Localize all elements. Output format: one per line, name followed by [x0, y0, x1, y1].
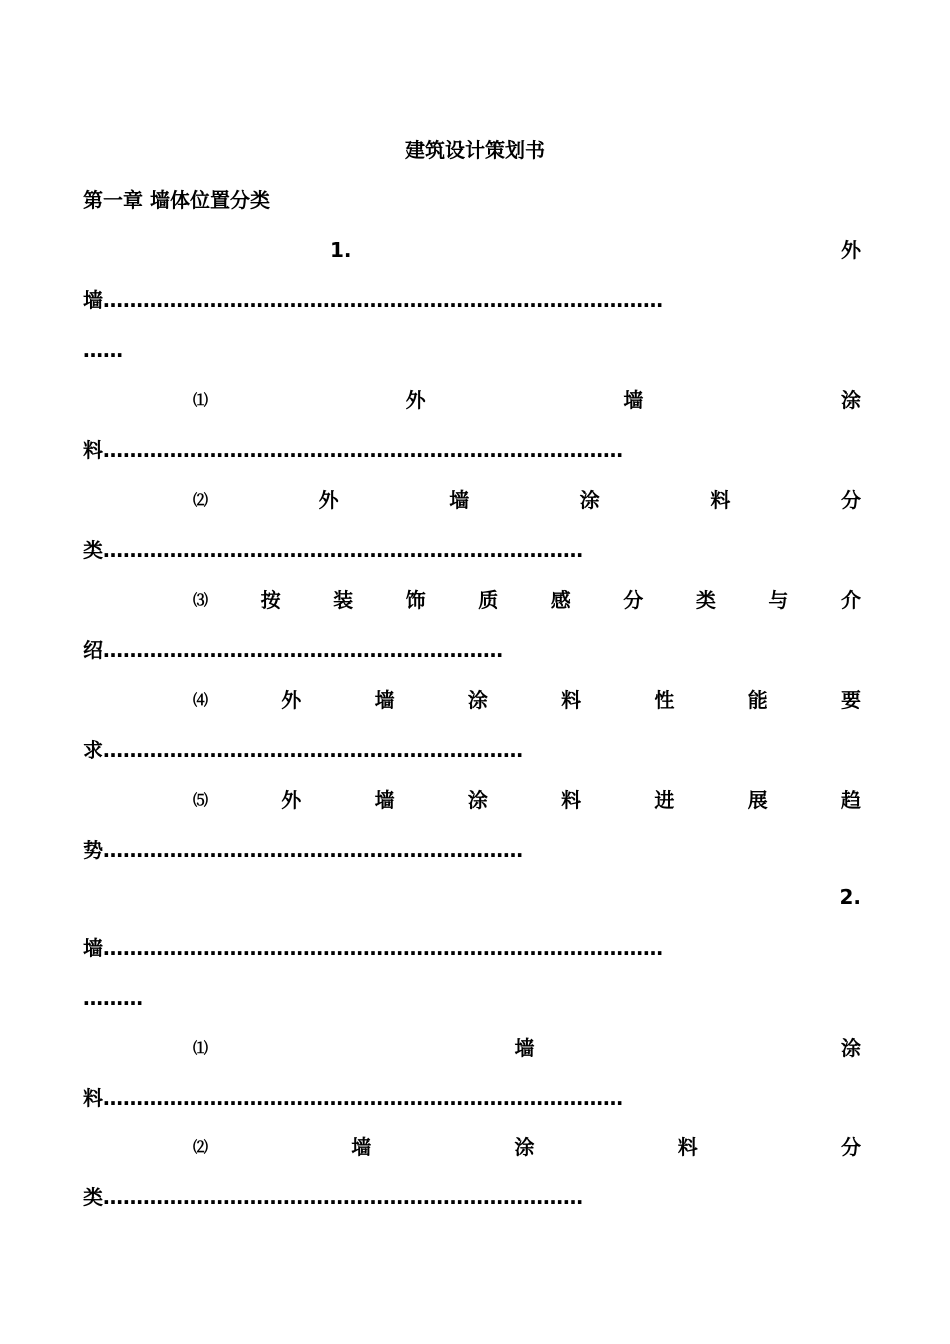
- item-char: 介: [840, 588, 861, 612]
- toc-item-1-1-tail: 料……………………………………………………………………: [83, 438, 623, 462]
- section-1-line-a: 墙…………………………………………………………………………: [83, 288, 663, 312]
- item-char: 墙: [449, 488, 470, 512]
- item-char: 料: [710, 488, 731, 512]
- item-char: 饰: [405, 588, 426, 612]
- item-char: 质: [478, 588, 499, 612]
- item-char: 墙: [374, 688, 395, 712]
- item-char: 进: [654, 788, 675, 812]
- item-char: 装: [333, 588, 354, 612]
- item-marker: ⑵: [193, 1138, 209, 1156]
- toc-item-1-2: [193, 485, 861, 515]
- item-char: 分: [840, 488, 861, 512]
- item-char: 涂: [840, 388, 861, 412]
- item-char: 按: [260, 588, 281, 612]
- item-char: 外: [281, 788, 302, 812]
- item-marker: ⑵: [193, 491, 209, 509]
- toc-item-1-4-tail: 求………………………………………………………: [83, 738, 523, 762]
- toc-item-2-1: [193, 1033, 861, 1063]
- toc-item-1-1: [193, 385, 861, 415]
- item-char: 墙: [623, 388, 644, 412]
- item-char: 料: [677, 1135, 698, 1159]
- item-char: 性: [654, 688, 675, 712]
- item-char: 涂: [467, 688, 488, 712]
- item-char: 与: [768, 588, 789, 612]
- item-marker: ⑶: [193, 591, 209, 609]
- item-char: 分: [840, 1135, 861, 1159]
- item-char: 能: [747, 688, 768, 712]
- item-marker: ⑴: [193, 1039, 209, 1057]
- item-char: 要: [840, 688, 861, 712]
- chapter-heading: 第一章 墙体位置分类: [83, 188, 270, 212]
- section-1-heading: [83, 235, 861, 265]
- item-char: 感: [550, 588, 571, 612]
- toc-item-1-4: [193, 685, 861, 715]
- item-char: 涂: [840, 1036, 861, 1060]
- toc-item-2-2-tail: 类………………………………………………………………: [83, 1185, 583, 1209]
- item-marker: ⑴: [193, 391, 209, 409]
- item-char: 外: [405, 388, 426, 412]
- item-char: 外: [281, 688, 302, 712]
- item-char: 涂: [514, 1135, 535, 1159]
- item-char: 料: [561, 788, 582, 812]
- item-char: 墙: [514, 1036, 535, 1060]
- item-char: 墙: [351, 1135, 372, 1159]
- item-char: 料: [561, 688, 582, 712]
- item-marker: ⑸: [193, 791, 209, 809]
- toc-item-1-2-tail: 类………………………………………………………………: [83, 538, 583, 562]
- section-2-line-b: ………: [83, 986, 143, 1010]
- section-2-line-a: 墙…………………………………………………………………………: [83, 936, 663, 960]
- toc-item-1-5: [193, 785, 861, 815]
- section-1-line-b: ……: [83, 338, 123, 362]
- document-title: 建筑设计策划书: [405, 138, 545, 162]
- item-char: 涂: [467, 788, 488, 812]
- item-char: 展: [747, 788, 768, 812]
- item-marker: ⑷: [193, 691, 209, 709]
- item-char: 外: [318, 488, 339, 512]
- toc-item-2-1-tail: 料……………………………………………………………………: [83, 1086, 623, 1110]
- item-char: 趋: [840, 788, 861, 812]
- item-char: 墙: [374, 788, 395, 812]
- toc-item-1-3: [193, 585, 861, 615]
- section-1-number: 1.: [330, 238, 352, 262]
- item-char: 分: [623, 588, 644, 612]
- section-1-heading-end: 外: [841, 238, 861, 262]
- item-char: 涂: [579, 488, 600, 512]
- toc-item-2-2: [193, 1132, 861, 1162]
- toc-item-1-5-tail: 势………………………………………………………: [83, 838, 523, 862]
- toc-item-1-3-tail: 绍……………………………………………………: [83, 638, 503, 662]
- section-2-number: 2.: [839, 885, 861, 909]
- item-char: 类: [695, 588, 716, 612]
